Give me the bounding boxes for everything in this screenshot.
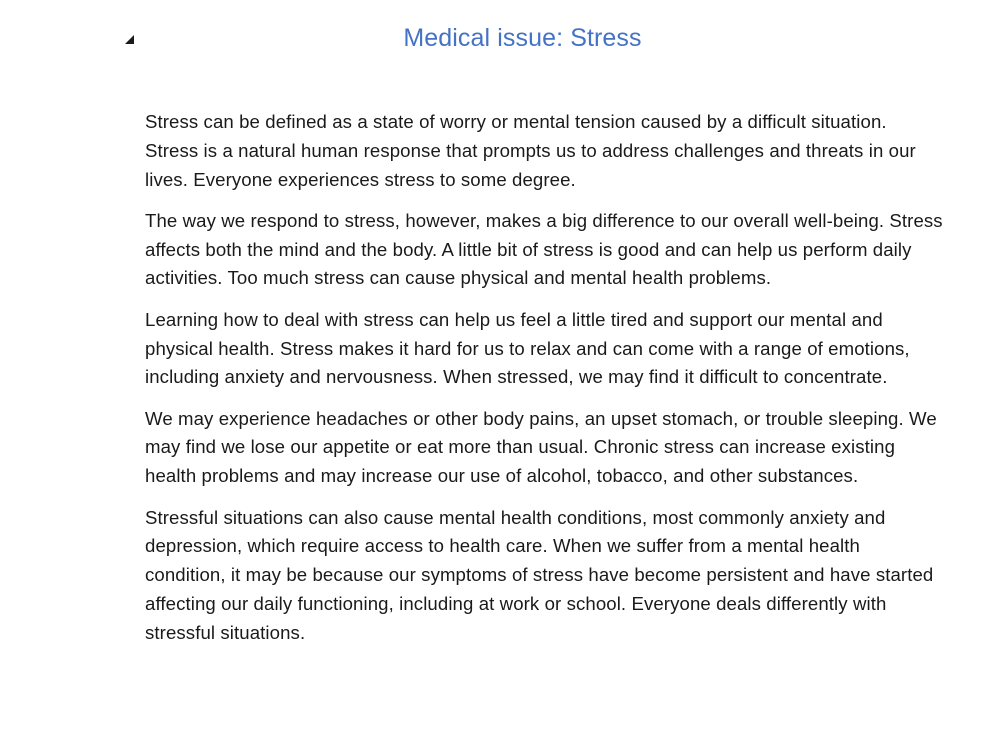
paragraph-3: Learning how to deal with stress can help us feel a little tired and support our mental and physical health. Stress makes it hard for us to relax and can come with a range of emotions, including anxiety and nervousness. When stressed, we may find it difficult to concentrate. bbox=[145, 308, 910, 388]
body-text bbox=[145, 108, 945, 660]
section-heading: Medical issue: Stress bbox=[403, 24, 642, 52]
paragraph-2: The way we respond to stress, however, makes a big difference to our overall well-being. Stress affects both the mind and the body. A little bit of stress is good and can help us perform daily activities. Too much stress can cause physical and mental health problems. bbox=[145, 209, 943, 289]
paragraph-1: Stress can be defined as a state of worry or mental tension caused by a difficult situation. Stress is a natural human response that prompts us to address challenges and threats in our lives. Everyone experiences stress to some degree. bbox=[145, 111, 916, 190]
paragraph-5: Stressful situations can also cause mental health conditions, most commonly anxiety and depression, which require access to health care. When we suffer from a mental health condition, it may be because our symptoms of stress have become persistent and have started affecting our daily functioning, including at work or school. Everyone deals differently with stressful situations. bbox=[145, 506, 934, 643]
paragraph-4: We may experience headaches or other body pains, an upset stomach, or trouble sleeping. We may find we lose our appetite or eat more than usual. Chronic stress can increase existing health problems and may increase our use of alcohol, tobacco, and other substances. bbox=[145, 407, 937, 487]
